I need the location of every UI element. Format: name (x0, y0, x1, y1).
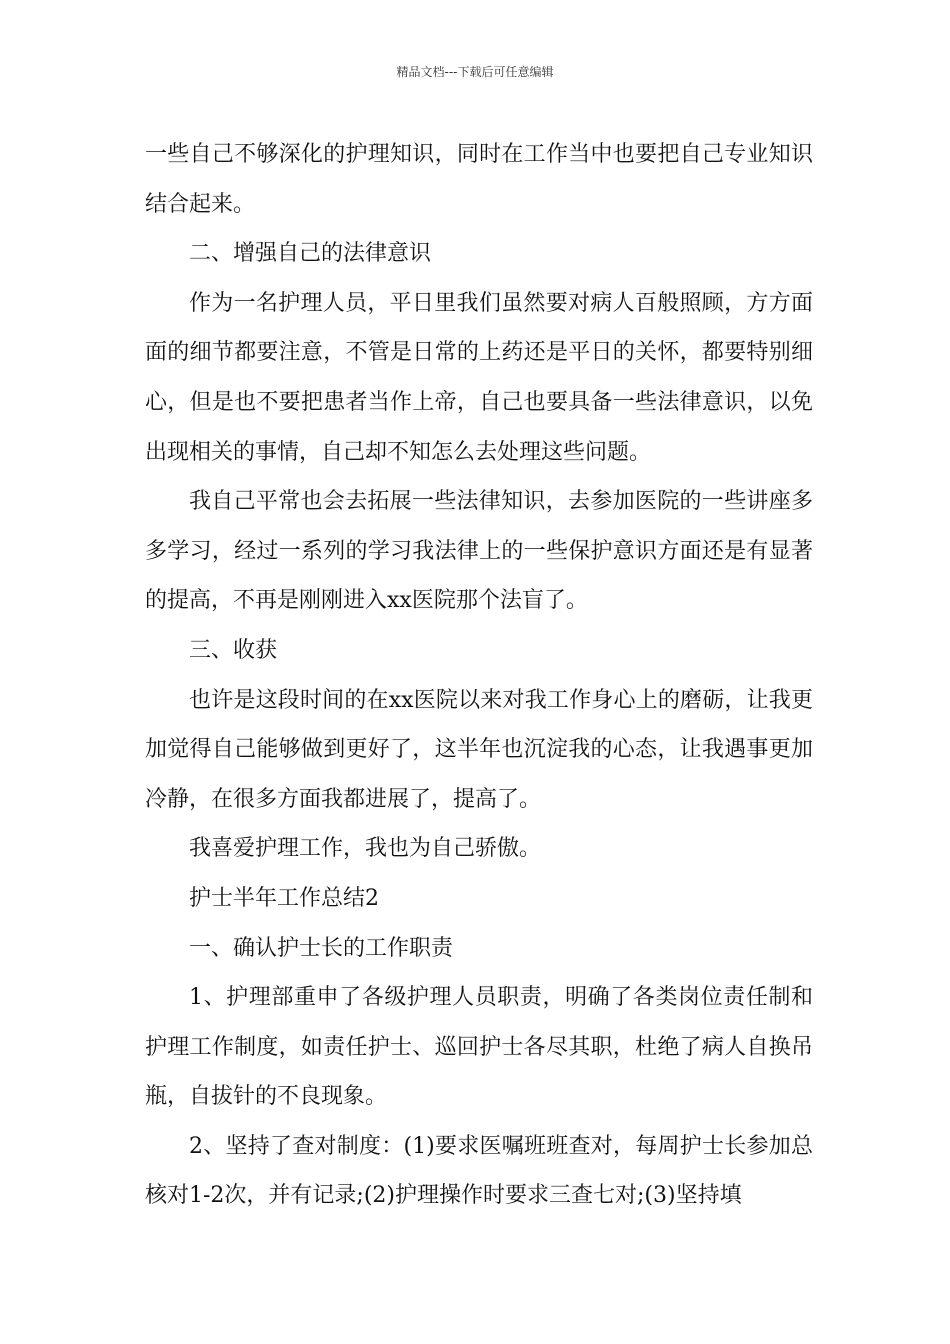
paragraph-4: 我自己平常也会去拓展一些法律知识，去参加医院的一些讲座多多学习，经过一系列的学习我法律上的一些保护意识方面还是有显著的提高，不再是刚刚进入xx医院那个法盲了。 (145, 489, 813, 614)
document-title-2: 护士半年工作总结2 (189, 885, 379, 911)
section-heading-law: 二、增强自己的法律意识 (189, 241, 432, 267)
section-heading-duties: 一、确认护士长的工作职责 (189, 935, 454, 961)
paragraph-3: 作为一名护理人员，平日里我们虽然要对病人百般照顾，方方面面的细节都要注意，不管是日常的上药还是平日的关怀，都要特别细心，但是也不要把患者当作上帝，自己也要具备一些法律意识，以免出现相关的事情，自己却不知怎么去处理这些问题。 (145, 290, 813, 465)
paragraph-10: 1、护理部重申了各级护理人员职责，明确了各类岗位责任制和护理工作制度，如责任护士、巡回护士各尽其职，杜绝了病人自换吊瓶，自拔针的不良现象。 (145, 985, 813, 1110)
paragraph-1: 一些自己不够深化的护理知识，同时在工作当中也要把自己专业知识结合起来。 (145, 142, 813, 217)
paragraph-6: 也许是这段时间的在xx医院以来对我工作身心上的磨砺，让我更加觉得自己能够做到更好了，这半年也沉淀我的心态，让我遇事更加冷静，在很多方面我都进展了，提高了。 (145, 687, 813, 812)
paragraph-11: 2、坚持了查对制度：(1)要求医嘱班班查对，每周护士长参加总核对1-2次，并有记录;(2)护理操作时要求三查七对;(3)坚持填 (145, 1133, 813, 1209)
document-body (145, 130, 813, 1221)
section-heading-harvest: 三、收获 (189, 637, 278, 663)
page-header: 精品文档---下载后可任意编辑 (396, 65, 554, 79)
paragraph-7: 我喜爱护理工作，我也为自己骄傲。 (189, 836, 542, 862)
